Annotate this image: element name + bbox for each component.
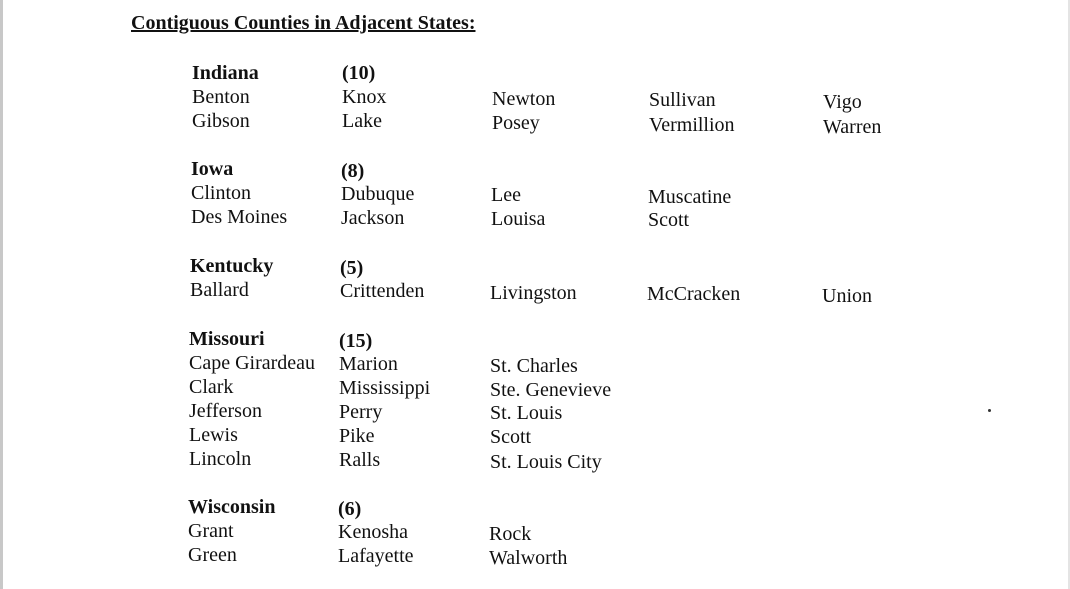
state-name: Missouri <box>189 328 265 350</box>
county-name: Lake <box>342 110 382 132</box>
state-header-row <box>0 495 1000 519</box>
state-section-wisconsin <box>0 495 1000 567</box>
state-header-row <box>0 157 1000 181</box>
county-name: Green <box>188 544 237 566</box>
county-name: Muscatine <box>648 186 732 208</box>
county-name: Scott <box>490 426 532 448</box>
county-name: St. Charles <box>490 355 578 377</box>
county-row <box>0 399 1000 423</box>
county-row <box>0 109 1000 138</box>
county-name: Kenosha <box>338 521 408 543</box>
county-count: (5) <box>340 257 364 279</box>
county-name: Cape Girardeau <box>189 352 316 374</box>
county-name: Lee <box>491 184 521 206</box>
county-name: Perry <box>339 401 383 423</box>
county-name: Gibson <box>192 110 250 132</box>
state-section-iowa <box>0 157 1000 229</box>
county-name: Livingston <box>490 282 577 304</box>
state-name: Kentucky <box>190 255 274 277</box>
county-name: Des Moines <box>191 206 288 228</box>
county-name: St. Louis <box>490 402 563 424</box>
scan-speck <box>988 409 991 412</box>
county-name: Knox <box>342 86 387 108</box>
county-name: Jackson <box>341 207 405 229</box>
county-count: (6) <box>338 498 362 520</box>
county-name: Crittenden <box>340 280 425 302</box>
state-header-row <box>0 61 1000 85</box>
county-row <box>0 543 1000 567</box>
county-row <box>0 278 1000 307</box>
state-name: Indiana <box>192 62 259 84</box>
county-name: Vigo <box>823 91 862 113</box>
county-name: St. Louis City <box>490 451 602 473</box>
county-row <box>0 519 1000 543</box>
state-header-row <box>0 327 1000 351</box>
county-name: Lewis <box>189 424 238 446</box>
county-name: Newton <box>492 88 556 110</box>
document-heading: Contiguous Counties in Adjacent States: <box>131 12 476 34</box>
state-section-missouri <box>0 327 1000 471</box>
county-name: Union <box>822 285 872 307</box>
county-name: Lafayette <box>338 545 414 567</box>
county-name: Benton <box>192 86 250 108</box>
county-row <box>0 181 1000 208</box>
county-name: Clinton <box>191 182 252 204</box>
county-name: Mississippi <box>339 377 431 399</box>
county-name: Louisa <box>491 208 546 230</box>
county-count: (15) <box>339 330 373 352</box>
county-name: Grant <box>188 520 234 542</box>
county-name: Jefferson <box>189 400 262 422</box>
county-name: Sullivan <box>649 89 716 111</box>
county-name: Scott <box>648 209 690 231</box>
county-row <box>0 375 1000 399</box>
county-name: Rock <box>489 523 532 545</box>
county-name: Dubuque <box>341 183 415 205</box>
county-name: Ralls <box>339 449 381 471</box>
state-name: Iowa <box>191 158 234 180</box>
state-section-kentucky <box>0 254 1000 307</box>
state-section-indiana <box>0 61 1000 138</box>
county-row <box>0 85 1000 113</box>
county-name: Clark <box>189 376 234 398</box>
county-name: Pike <box>339 425 375 447</box>
state-header-row <box>0 254 1000 278</box>
county-name: Ballard <box>190 279 249 301</box>
county-row <box>0 205 1000 229</box>
county-count: (10) <box>342 62 376 84</box>
county-name: Ste. Genevieve <box>490 379 612 401</box>
county-count: (8) <box>341 160 365 182</box>
county-name: Posey <box>492 112 540 134</box>
county-row <box>0 351 1000 375</box>
county-name: Marion <box>339 353 398 375</box>
county-name: Walworth <box>489 547 568 569</box>
state-name: Wisconsin <box>188 496 276 518</box>
county-name: Warren <box>823 116 882 138</box>
county-name: McCracken <box>647 283 741 305</box>
county-name: Vermillion <box>649 114 735 136</box>
county-row <box>0 447 1000 471</box>
county-row <box>0 423 1000 447</box>
county-name: Lincoln <box>189 448 252 470</box>
